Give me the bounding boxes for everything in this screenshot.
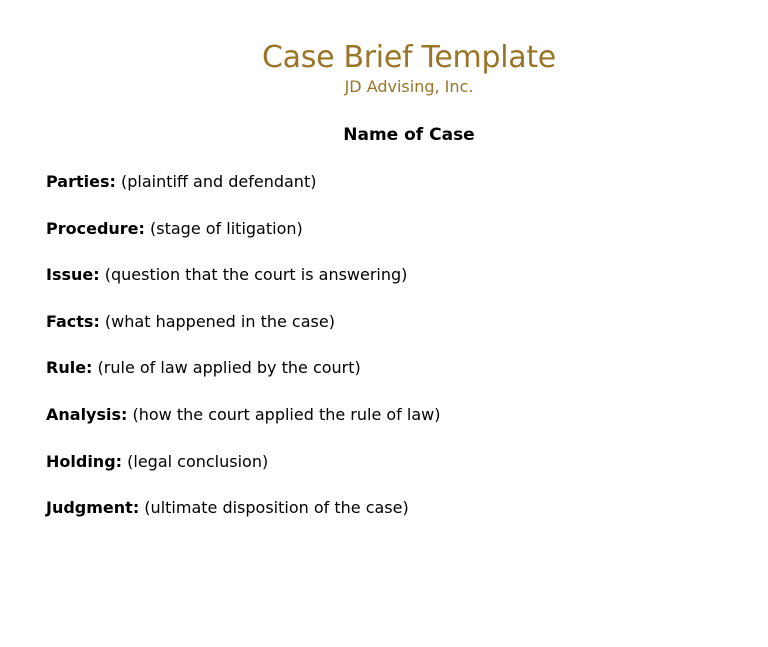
field-label: Analysis: [46,404,128,424]
field-description: (how the court applied the rule of law) [127,404,441,424]
field-judgment [46,497,746,519]
field-label: Judgment: [46,498,140,518]
field-analysis [46,404,746,426]
field-label: Issue: [46,265,100,285]
field-holding [46,451,746,473]
document-title: Case Brief Template [262,40,556,75]
field-issue [46,264,746,286]
field-label: Procedure: [46,218,145,238]
document-header [0,40,768,97]
document-subtitle: JD Advising, Inc. [344,77,474,96]
field-facts [46,311,746,333]
field-procedure [46,218,746,240]
field-label: Facts: [46,311,100,331]
field-description: (legal conclusion) [122,451,269,471]
field-parties [46,171,746,193]
brief-fields [46,171,746,544]
field-description: (rule of law applied by the court) [92,358,361,378]
field-label: Rule: [46,358,93,378]
case-name-heading: Name of Case [343,125,475,145]
field-description: (what happened in the case) [99,311,335,331]
field-description: (stage of litigation) [144,218,303,238]
field-description: (ultimate disposition of the case) [139,498,409,518]
field-rule [46,357,746,379]
field-description: (question that the court is answering) [99,265,408,285]
field-label: Holding: [46,451,123,471]
field-description: (plaintiff and defendant) [115,172,317,191]
field-label: Parties: [46,172,116,191]
